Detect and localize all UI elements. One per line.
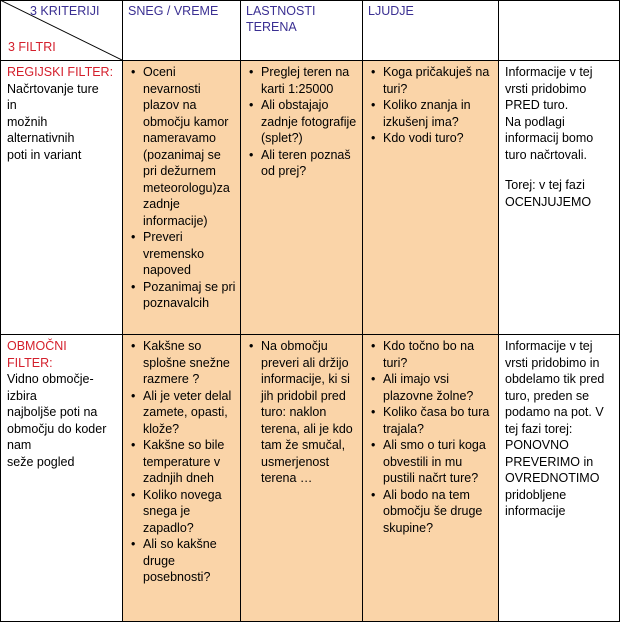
info-paragraph: Torej: v tej fazi OCENJUJEMO xyxy=(505,178,592,209)
filter-desc-line: najboljše poti na xyxy=(7,405,98,419)
column-header-teren: LASTNOSTI TERENA xyxy=(246,4,316,34)
column-header-sneg: SNEG / VREME xyxy=(128,4,219,18)
list-item: • Ali teren poznaš od prej? xyxy=(247,147,358,180)
grid-line xyxy=(0,334,620,335)
column-header-ljudje: LJUDJE xyxy=(368,4,414,18)
list-item: • Koliko znanja in izkušenj ima? xyxy=(369,97,492,130)
cell-sneg-regijski xyxy=(122,60,240,334)
list-item: • Na območju preveri ali držijo informacije, ki si jih pridobil pred turo: naklon terena, ali je kdo tam že smučal, usmerjenost terena … xyxy=(247,338,358,487)
info-obmocni xyxy=(498,334,620,622)
grid-line xyxy=(0,0,1,622)
cell-ljudje-obmocni xyxy=(362,334,498,622)
list-item: • Ali je veter delal zamete, opasti, klože? xyxy=(129,388,236,438)
filter-title: OBMOČNI FILTER: xyxy=(7,339,67,370)
corner-cell xyxy=(0,0,122,60)
list-item: • Kdo vodi turo? xyxy=(369,130,492,147)
filter-desc-line: Vidno območje- xyxy=(7,372,94,386)
corner-criteria-label: 3 KRITERIJI xyxy=(30,4,100,18)
list-item: • Ali obstajajo zadnje fotografije (splet?) xyxy=(247,97,358,147)
list-item: • Kdo točno bo na turi? xyxy=(369,338,490,371)
list-item: • Preglej teren na karti 1:25000 xyxy=(247,64,358,97)
list-item: • Ali so kakšne druge posebnosti? xyxy=(129,536,236,586)
cell-teren-regijski xyxy=(240,60,362,334)
list-item: • Koliko novega snega je zapadlo? xyxy=(129,487,236,537)
filter-desc-line: alternativnih xyxy=(7,131,75,145)
cell-teren-obmocni xyxy=(240,334,362,622)
info-paragraph: Na podlagi informacij bomo turo načrtovali. xyxy=(505,114,594,162)
filter-title: REGIJSKI FILTER: xyxy=(7,65,114,79)
grid-line xyxy=(0,0,620,1)
filter-desc-line: in xyxy=(7,98,17,112)
grid-line xyxy=(240,0,241,622)
info-paragraph: Informacije v tej vrsti pridobimo PRED turo. xyxy=(505,65,593,112)
corner-filters-label: 3 FILTRI xyxy=(8,40,56,54)
grid-line xyxy=(362,0,363,622)
grid-line xyxy=(498,0,499,622)
filter-desc-line: nam xyxy=(7,438,32,452)
list-item: • Koliko časa bo tura trajala? xyxy=(369,404,490,437)
list-item: • Koga pričakuješ na turi? xyxy=(369,64,492,97)
cell-sneg-obmocni xyxy=(122,334,240,622)
list-item: • Kakšne so bile temperature v zadnjih dneh xyxy=(129,437,236,487)
row-obmocni-filter xyxy=(0,334,122,622)
cell-ljudje-regijski xyxy=(362,60,498,334)
list-item: • Pozanimaj se pri poznavalcih xyxy=(129,279,236,312)
filter-desc-line: možnih xyxy=(7,114,48,129)
info-regijski xyxy=(498,60,620,334)
grid-line xyxy=(0,60,620,61)
row-regijski-filter xyxy=(0,60,122,334)
list-item: • Ali bodo na tem območju še druge skupine? xyxy=(369,487,490,537)
filter-desc-line: Načrtovanje ture xyxy=(7,81,99,96)
filter-desc-line: poti in variant xyxy=(7,147,82,162)
filter-desc-line: izbira xyxy=(7,388,37,403)
column-header-empty xyxy=(498,0,620,60)
info-paragraph: Informacije v tej vrsti pridobimo in obdelamo tik pred turo, preden se podamo na pot. V tej fazi torej: PONOVNO PREVERIMO in OVREDNOTIMO pridobljene informacije xyxy=(505,339,605,518)
filter-desc-line: seže pogled xyxy=(7,454,75,469)
list-item: • Ali imajo vsi plazovne žolne? xyxy=(369,371,490,404)
list-item: • Oceni nevarnosti plazov na območju kamor nameravamo (pozanimaj se pri dežurnem meteorologu)za zadnje informacije) xyxy=(129,64,236,229)
list-item: • Kakšne so splošne snežne razmere ? xyxy=(129,338,236,388)
grid-line xyxy=(122,0,123,622)
list-item: • Preveri vremensko napoved xyxy=(129,229,236,279)
filter-desc-line: območju do koder xyxy=(7,421,107,436)
list-item: • Ali smo o turi koga obvestili in mu pustili načrt ture? xyxy=(369,437,490,487)
